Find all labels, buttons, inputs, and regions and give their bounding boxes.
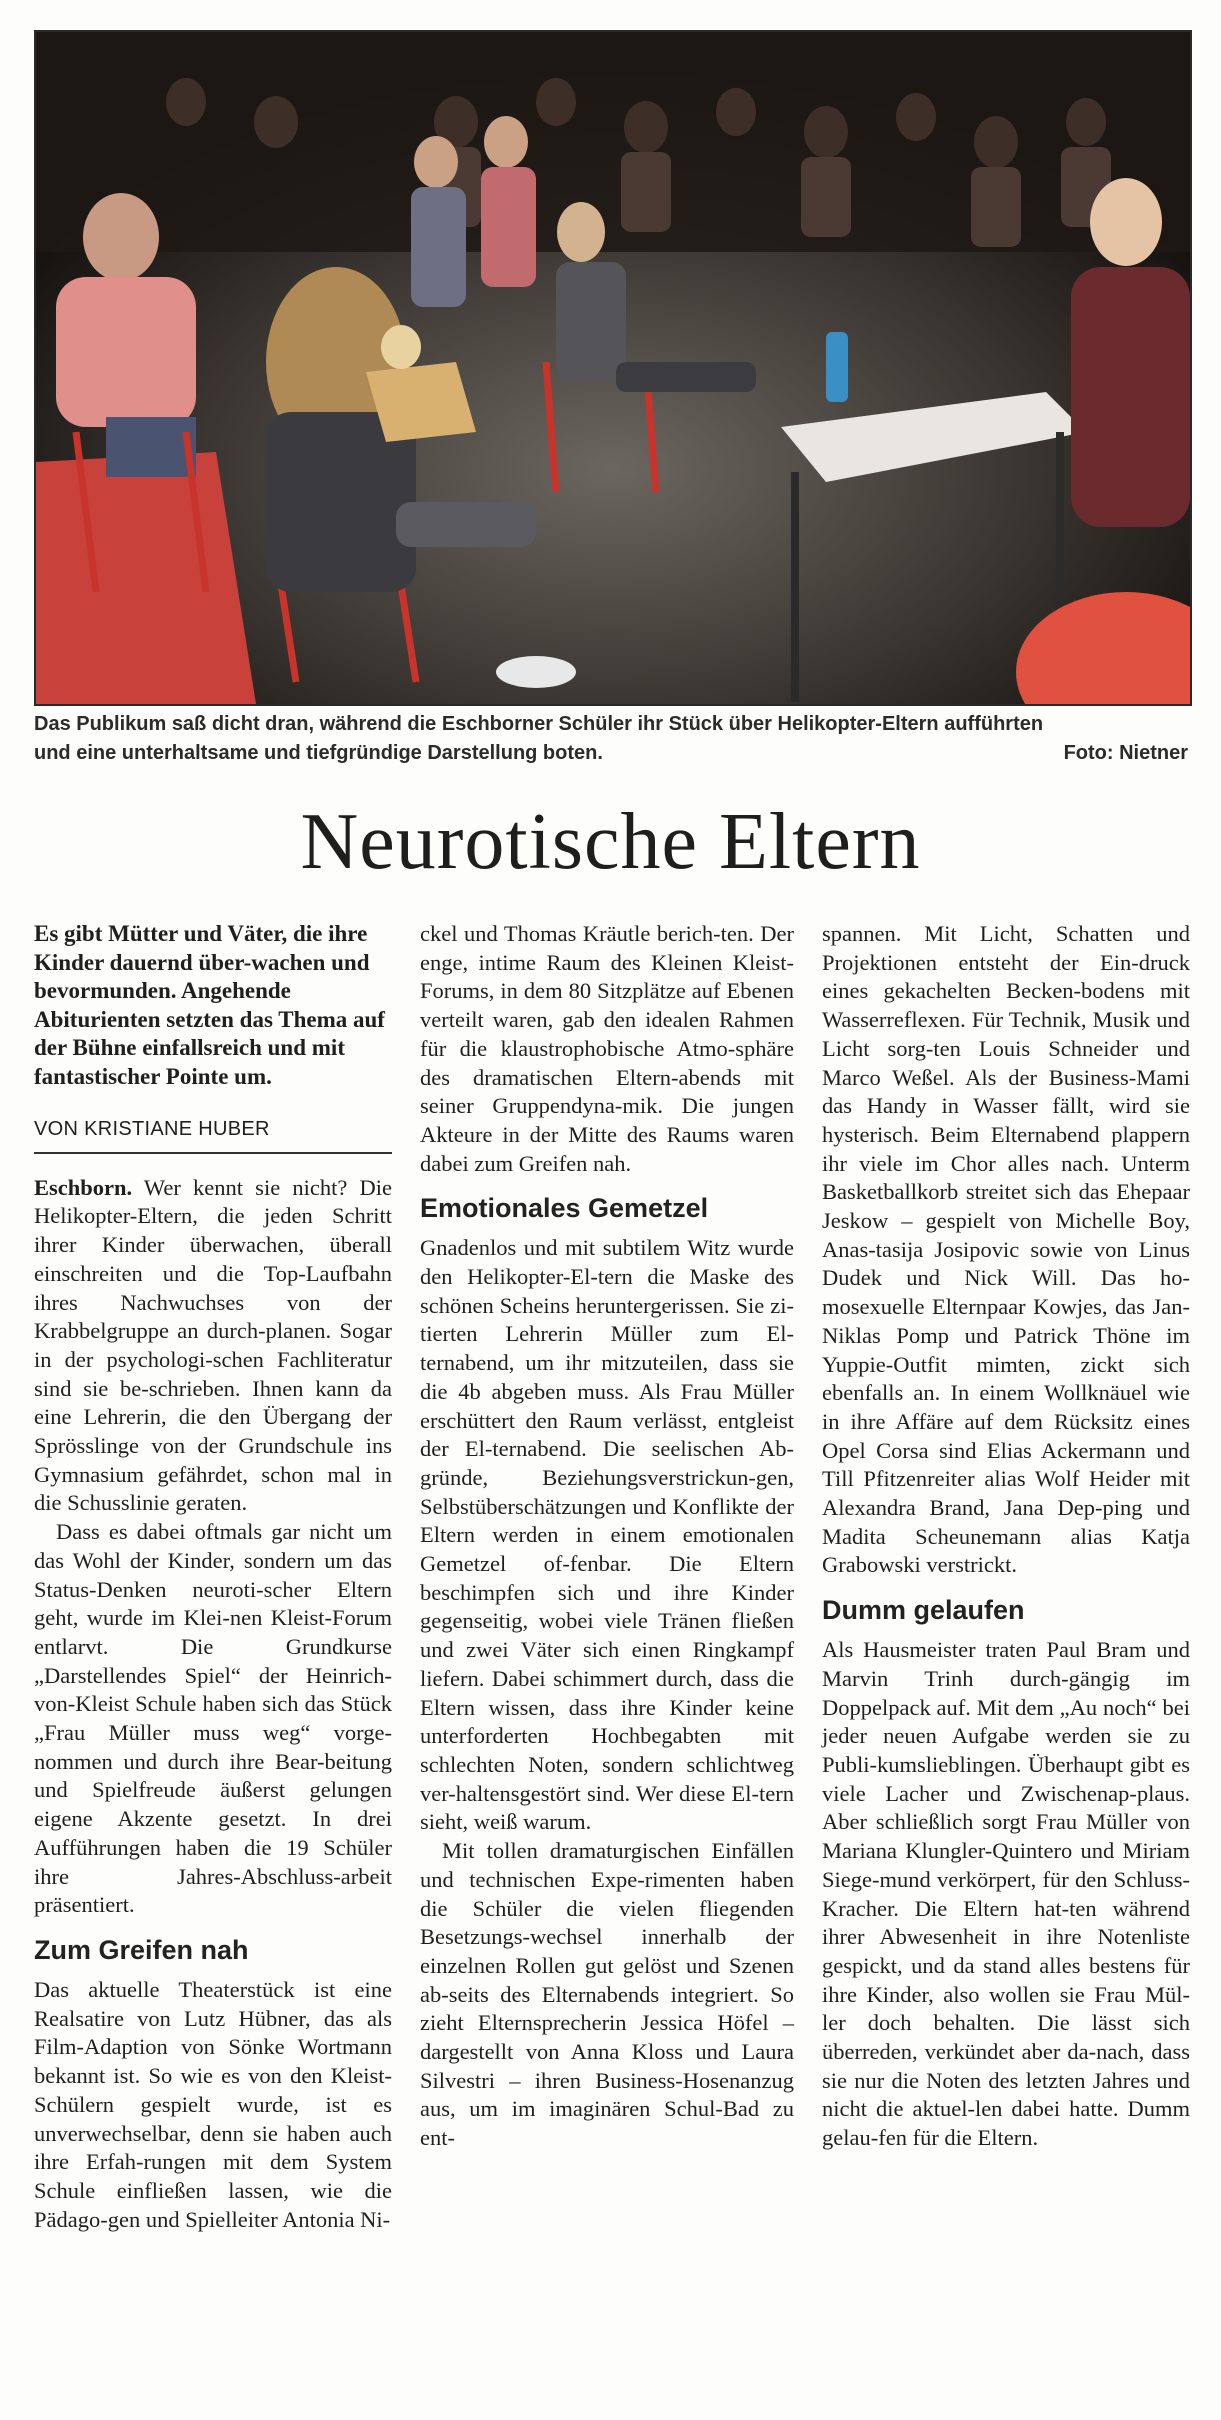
article-column-3	[822, 920, 1190, 2153]
article-photo	[34, 30, 1192, 706]
subheading-emotionales-gemetzel: Emotionales Gemetzel	[420, 1193, 709, 1224]
byline: VON KRISTIANE HUBER	[34, 1115, 392, 1154]
article-headline: Neurotische Eltern	[300, 798, 921, 886]
paragraph: Als Hausmeister traten Paul Bram und Marvin Trinh durch-gängig im Doppelpack auf. Mit dem „Au noch“ bei jeder neuen Aufgabe werden sie zu Publi-kumslieblingen. Überhaupt gibt es viele Lacher und Zwischenap-plaus. Aber schließlich sorgt Frau Müller von Mariana Klungler-Quintero und Miriam Siege-mund verkörpert, für den Schluss-Kracher. Die Eltern hat-ten während ihrer Abwesenheit in ihre Notenliste gespickt, und da stand alles bestens für ihre Kinder, also wollen sie Frau Mül-ler doch behalten. Die lässt sich überreden, verkündet aber da-nach, dass sie nur die Noten des letzten Jahres und nicht die aktuel-len dabei hatte. Dumm gelau-fen für die Eltern.	[822, 1637, 1190, 2151]
paragraph: Mit tollen dramaturgischen Einfällen und technischen Expe-rimenten haben die Schüler die vielen fliegenden Besetzungs-wechsel innerhalb der einzelnen Rollen gut gelöst und Szenen ab-seits des Elternabends integriert. So zieht Elternsprecherin Jessica Höfel – dargestellt von Anna Kloss und Laura Silvestri – ihren Business-Hosenanzug aus, um im imaginären Schul-Bad zu ent-	[420, 1838, 794, 2151]
paragraph-text: Wer kennt sie nicht? Die Helikopter-Eltern, die jeden Schritt ihrer Kinder überwachen, überall einschreiten und die Top-Laufbahn ihres Nachwuchses von der Krabbelgruppe an durch-planen. Sogar in der psychologi-schen Fachliteratur sind sie be-schrieben. Ihnen kann da eine Lehrerin, die den Übergang der Sprösslinge von der Grundschule ins Gymnasium gefährdet, schon mal in die Schusslinie geraten.	[34, 1174, 392, 1516]
paragraph: Das aktuelle Theaterstück ist eine Realsatire von Lutz Hübner, das als Film-Adaption von Sönke Wortmann bekannt ist. So wie es von den Kleist-Schülern gespielt wurde, ist es unverwechselbar, denn sie haben auch ihre Erfah-rungen mit dem System Schule einfließen lassen, wie die Pädago-gen und Spielleiter Antonia Ni-	[34, 1976, 392, 2232]
paragraph: Gnadenlos und mit subtilem Witz wurde den Helikopter-El-tern die Maske des schönen Scheins heruntergerissen. Sie zi-tierten Lehrerin Müller zum El-ternabend, um ihr mitzuteilen, dass sie die 4b abgeben muss. Als Frau Müller erschüttert den Raum verlässt, entgleist der El-ternabend. Die seelischen Ab-gründe, Beziehungsverstrickun-gen, Selbstüberschätzungen und Konflikte der Eltern werden in einem emotionalen Gemetzel of-fenbar. Die Eltern beschimpfen sich und ihre Kinder gegenseitig, wobei viele Tränen fließen und zwei Väter sich einen Ringkampf liefern. Dabei schimmert durch, dass die Eltern wissen, dass ihre Kinder keine unterforderten Hochbegabten mit schlechten Noten, sondern schlichtweg ver-haltensgestört sind. Wer diese El-tern sieht, weiß warum.	[420, 1235, 794, 1835]
article-lead: Es gibt Mütter und Väter, die ihre Kinder dauernd über-wachen und bevormunden. Angehende Abiturienten setzten das Thema auf der Bühne einfallsreich und mit fantastischer Pointe um.	[34, 921, 385, 1089]
subheading-zum-greifen-nah: Zum Greifen nah	[34, 1934, 249, 1965]
article-column-1	[34, 920, 392, 2234]
photo-credit: Foto: Nietner	[1063, 742, 1188, 764]
subheading-dumm-gelaufen: Dumm gelaufen	[822, 1595, 1025, 1626]
paragraph: spannen. Mit Licht, Schatten und Projektionen entsteht der Ein-druck eines gekachelten Becken-bodens mit Wasserreflexen. Für Technik, Musik und Licht sorg-ten Louis Schneider und Marco Weßel. Als der Business-Mami das Handy in Wasser fällt, wird sie hysterisch. Beim Elternabend plappern ihr viele im Chor alles nach. Unterm Basketballkorb streitet sich das Ehepaar Jeskow – gespielt von Michelle Boy, Anas-tasija Josipovic sowie von Linus Dudek und Nick Will. Das ho-mosexuelle Elternpaar Kowjes, das Jan-Niklas Pomp und Patrick Thöne im Yuppie-Outfit mimten, zickt sich ebenfalls an. In einem Wollknäuel wie in ihre Affäre auf dem Rücksitz eines Opel Corsa sind Elias Ackermann und Till Pfitzenreiter alias Wolf Heider mit Alexandra Brand, Jana Dep-ping und Madita Scheunemann alias Katja Grabowski verstrickt.	[822, 921, 1190, 1578]
stage-scene-illustration	[36, 32, 1190, 704]
dateline: Eschborn.	[34, 1174, 133, 1200]
photo-caption	[34, 710, 1188, 768]
caption-line-1: Das Publikum saß dicht dran, während die Eschborner Schüler ihr Stück über Helikopter-Eltern aufführten	[34, 713, 1044, 735]
paragraph: ckel und Thomas Kräutle berich-ten. Der enge, intime Raum des Kleinen Kleist-Forums, in dem 80 Sitzplätze auf Ebenen verteilt waren, gab den idealen Rahmen für die klaustrophobische Atmo-sphäre des dramatischen Eltern-abends mit seiner Gruppendyna-mik. Die jungen Akteure in der Mitte des Raums waren dabei zum Greifen nah.	[420, 921, 794, 1176]
caption-line-2: und eine unterhaltsame und tiefgründige Darstellung boten.	[34, 742, 603, 764]
paragraph: Dass es dabei oftmals gar nicht um das Wohl der Kinder, sondern um das Status-Denken neuroti-scher Eltern geht, wurde im Klei-nen Kleist-Forum entlarvt. Die Grundkurse „Darstellendes Spiel“ der Heinrich-von-Kleist Schule haben sich das Stück „Frau Müller muss weg“ vorge-nommen und durch ihre Bear-beitung und Spielfreude äußerst gelungen eigene Akzente gesetzt. In drei Aufführungen haben die 19 Schüler ihre Jahres-Abschluss-arbeit präsentiert.	[34, 1519, 392, 1918]
article-column-2	[420, 920, 794, 2153]
paragraph	[34, 1174, 392, 1518]
